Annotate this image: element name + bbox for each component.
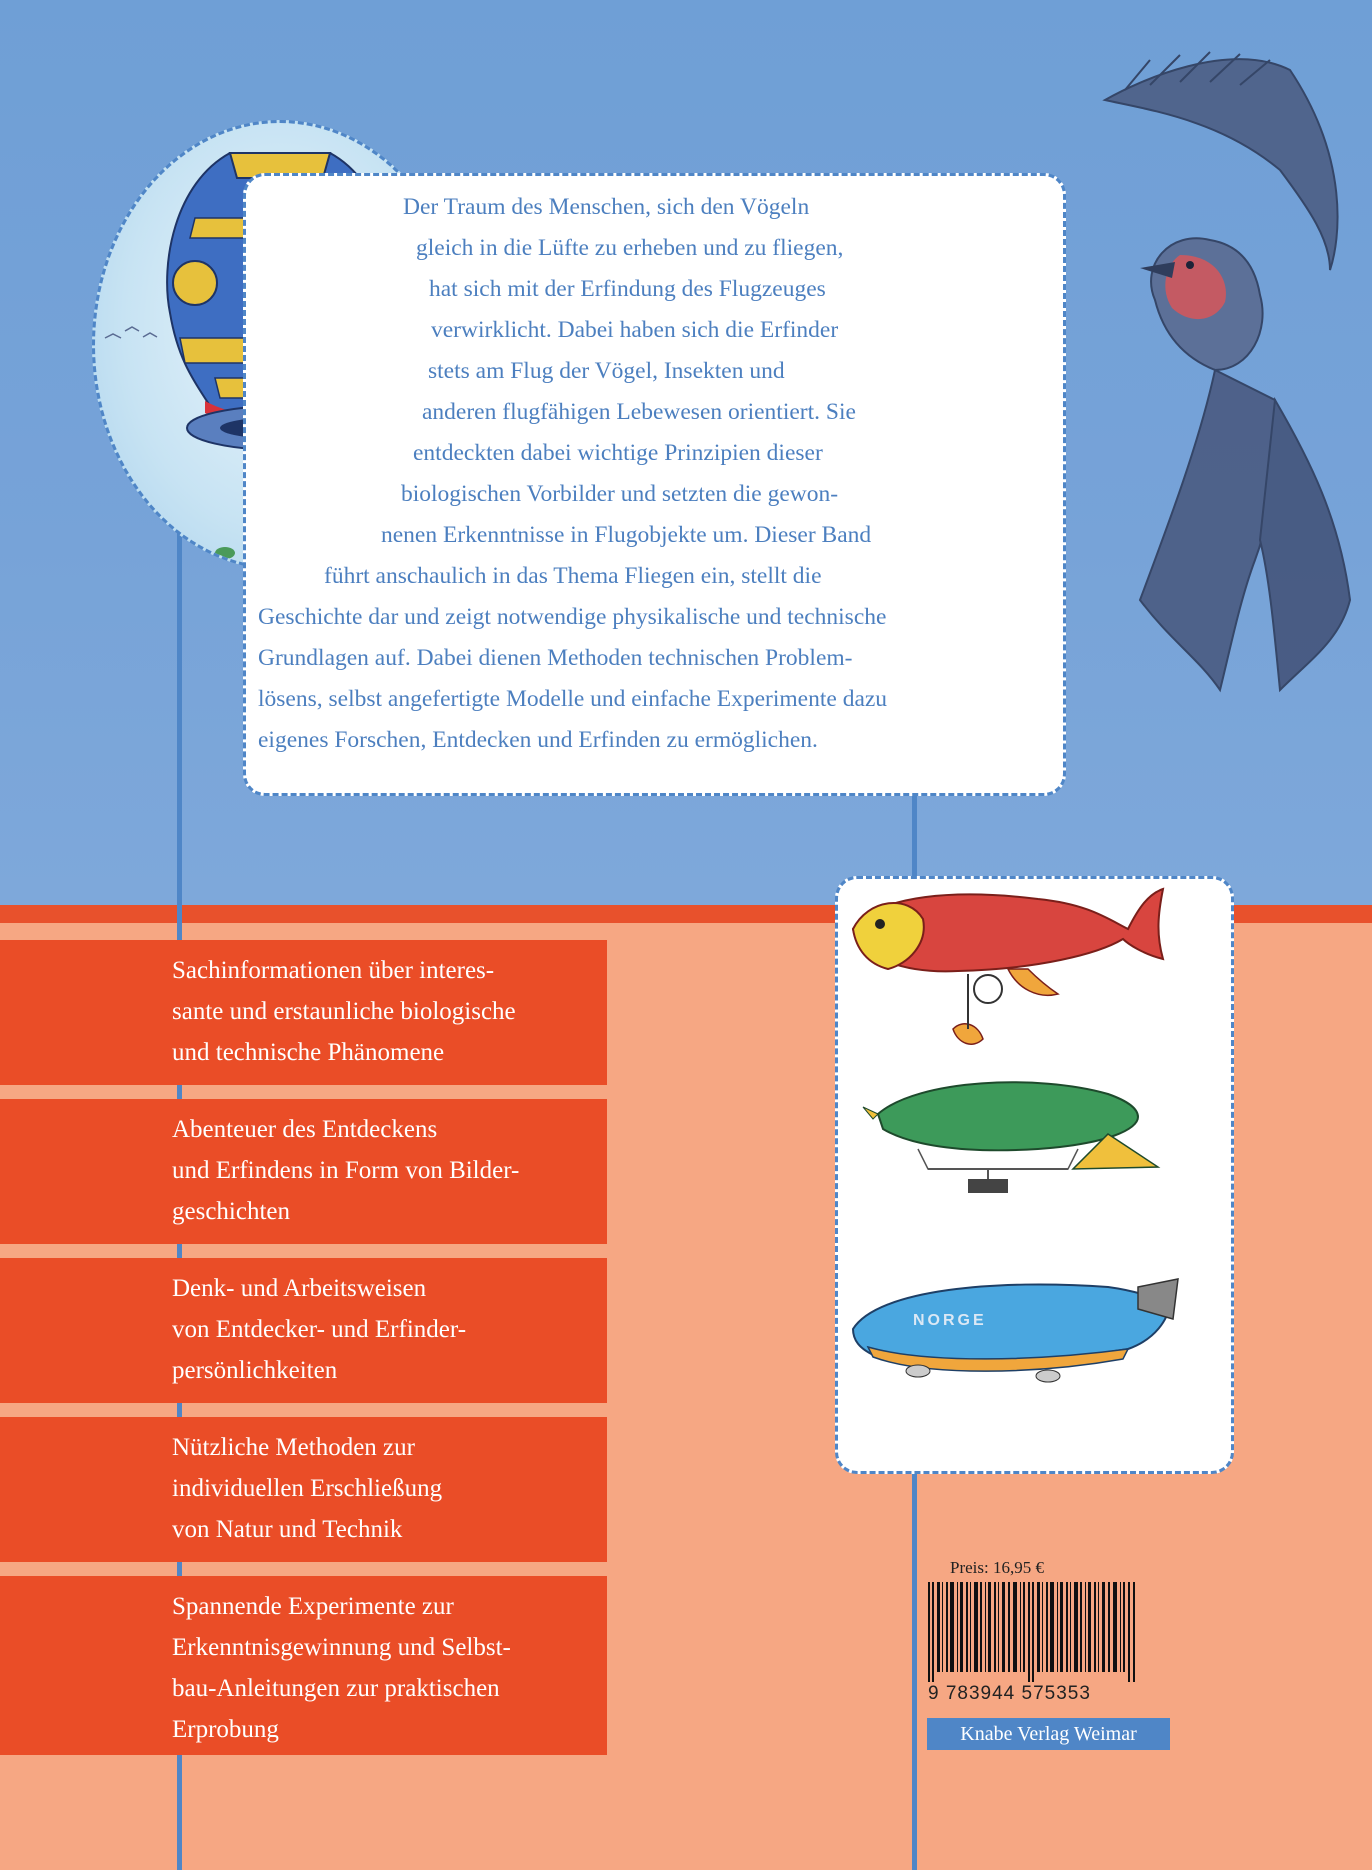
description-line: anderen flugfähigen Lebewesen orientiert. Sie xyxy=(422,399,856,425)
description-line: lösens, selbst angefertigte Modelle und einfache Experimente dazu xyxy=(258,686,888,712)
feature-line: von Natur und Technik xyxy=(172,1516,403,1543)
description-line: Geschichte dar und zeigt notwendige physikalische und technische xyxy=(258,604,887,630)
feature-line: und technische Phänomene xyxy=(172,1039,445,1066)
feature-line: von Entdecker- und Erfinder- xyxy=(172,1316,467,1343)
feature-box xyxy=(0,1576,607,1755)
description-line: eigenes Forschen, Entdecken und Erfinden zu ermöglichen. xyxy=(258,727,818,753)
feature-line: Sachinformationen über interes- xyxy=(172,957,495,984)
norge-airship-illustration xyxy=(853,1279,1178,1382)
description-line: nenen Erkenntnisse in Flugobjekte um. Dieser Band xyxy=(381,522,872,548)
feature-line: Abenteuer des Entdeckens xyxy=(172,1116,438,1143)
barcode xyxy=(928,1582,1140,1682)
feature-line: Erkenntnisgewinnung und Selbst- xyxy=(172,1634,511,1661)
fish-airship-illustration xyxy=(853,889,1163,1044)
price-label: Preis: 16,95 € xyxy=(950,1558,1044,1577)
description-line: verwirklicht. Dabei haben sich die Erfinder xyxy=(431,317,839,343)
description-line: biologischen Vorbilder und setzten die gewon- xyxy=(401,481,839,507)
feature-line: Denk- und Arbeitsweisen xyxy=(172,1275,427,1302)
description-line: stets am Flug der Vögel, Insekten und xyxy=(428,358,785,384)
swallow-illustration xyxy=(1080,40,1372,740)
feature-line: Nützliche Methoden zur xyxy=(172,1434,415,1461)
publisher-label: Knabe Verlag Weimar xyxy=(927,1718,1170,1750)
feature-box xyxy=(0,1417,607,1562)
feature-line: geschichten xyxy=(172,1198,291,1225)
airships-panel xyxy=(835,876,1234,1474)
description-line: gleich in die Lüfte zu erheben und zu fliegen, xyxy=(416,235,844,261)
description-line: hat sich mit der Erfindung des Flugzeuges xyxy=(429,276,826,302)
green-airship-illustration xyxy=(863,1082,1158,1193)
feature-box xyxy=(0,1258,607,1403)
description-line: entdeckten dabei wichtige Prinzipien dieser xyxy=(413,440,823,466)
feature-line: Erprobung xyxy=(172,1716,279,1743)
feature-line: persönlichkeiten xyxy=(172,1357,338,1384)
feature-box xyxy=(0,940,607,1085)
airship-label: NORGE xyxy=(913,1312,987,1329)
feature-box xyxy=(0,1099,607,1244)
feature-line: bau-Anleitungen zur praktischen xyxy=(172,1675,500,1702)
feature-line: und Erfindens in Form von Bilder- xyxy=(172,1157,520,1184)
description-line: führt anschaulich in das Thema Fliegen ein, stellt die xyxy=(324,563,822,589)
description-line: Grundlagen auf. Dabei dienen Methoden technischen Problem- xyxy=(258,645,853,671)
isbn-digits: 9 783944 575353 xyxy=(928,1683,1091,1704)
description-line: Der Traum des Menschen, sich den Vögeln xyxy=(403,194,810,220)
feature-line: Spannende Experimente zur xyxy=(172,1593,454,1620)
feature-line: individuellen Erschließung xyxy=(172,1475,443,1502)
feature-line: sante und erstaunliche biologische xyxy=(172,998,516,1025)
